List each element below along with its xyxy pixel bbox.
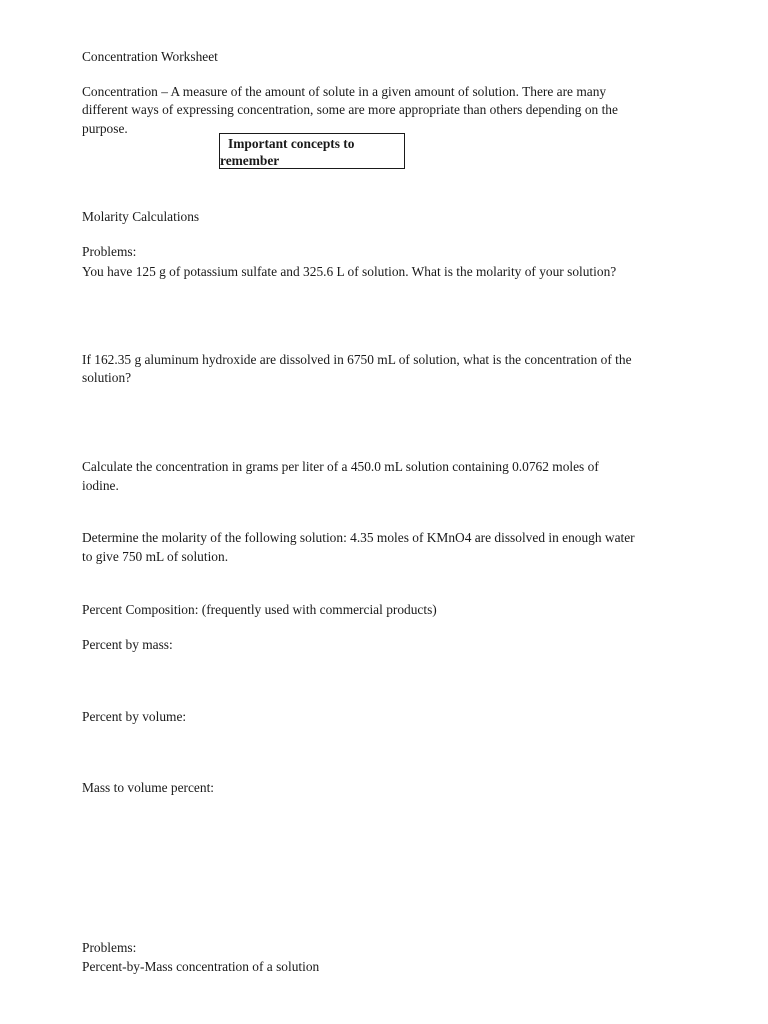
problem-4-line-2: to give 750 mL of solution. xyxy=(82,549,229,564)
definition-line-1: Concentration – A measure of the amount of solute in a given amount of solution. There are many xyxy=(82,84,607,99)
problem-2-line-1: If 162.35 g aluminum hydroxide are dissolved in 6750 mL of solution, what is the concentration of the xyxy=(82,352,632,367)
worksheet-title: Concentration Worksheet xyxy=(82,49,218,64)
problems-label: Problems: xyxy=(82,244,137,259)
problem-3-line-2: iodine. xyxy=(82,478,119,493)
definition-line-2: different ways of expressing concentration, some are more appropriate than others depending on the xyxy=(82,102,618,117)
important-concepts-box xyxy=(219,133,405,169)
percent-mass-problem: Percent-by-Mass concentration of a solution xyxy=(82,959,320,974)
definition-line-3: purpose. xyxy=(82,121,128,136)
problem-3-line-1: Calculate the concentration in grams per liter of a 450.0 mL solution containing 0.0762 moles of xyxy=(82,459,599,474)
problem-1: You have 125 g of potassium sulfate and 325.6 L of solution. What is the molarity of your solution? xyxy=(82,264,617,279)
concept-box-line-1: Important concepts to xyxy=(228,136,355,151)
molarity-heading: Molarity Calculations xyxy=(82,209,200,224)
mass-to-volume-label: Mass to volume percent: xyxy=(82,780,215,795)
concept-box-line-2: remember xyxy=(220,153,280,168)
problem-4-line-1: Determine the molarity of the following solution: 4.35 moles of KMnO4 are dissolved in enough water xyxy=(82,530,635,545)
percent-by-volume-label: Percent by volume: xyxy=(82,709,187,724)
percent-composition-heading: Percent Composition: (frequently used with commercial products) xyxy=(82,602,437,617)
problem-2-line-2: solution? xyxy=(82,370,132,385)
percent-by-mass-label: Percent by mass: xyxy=(82,637,173,652)
problems-label-2: Problems: xyxy=(82,940,137,955)
